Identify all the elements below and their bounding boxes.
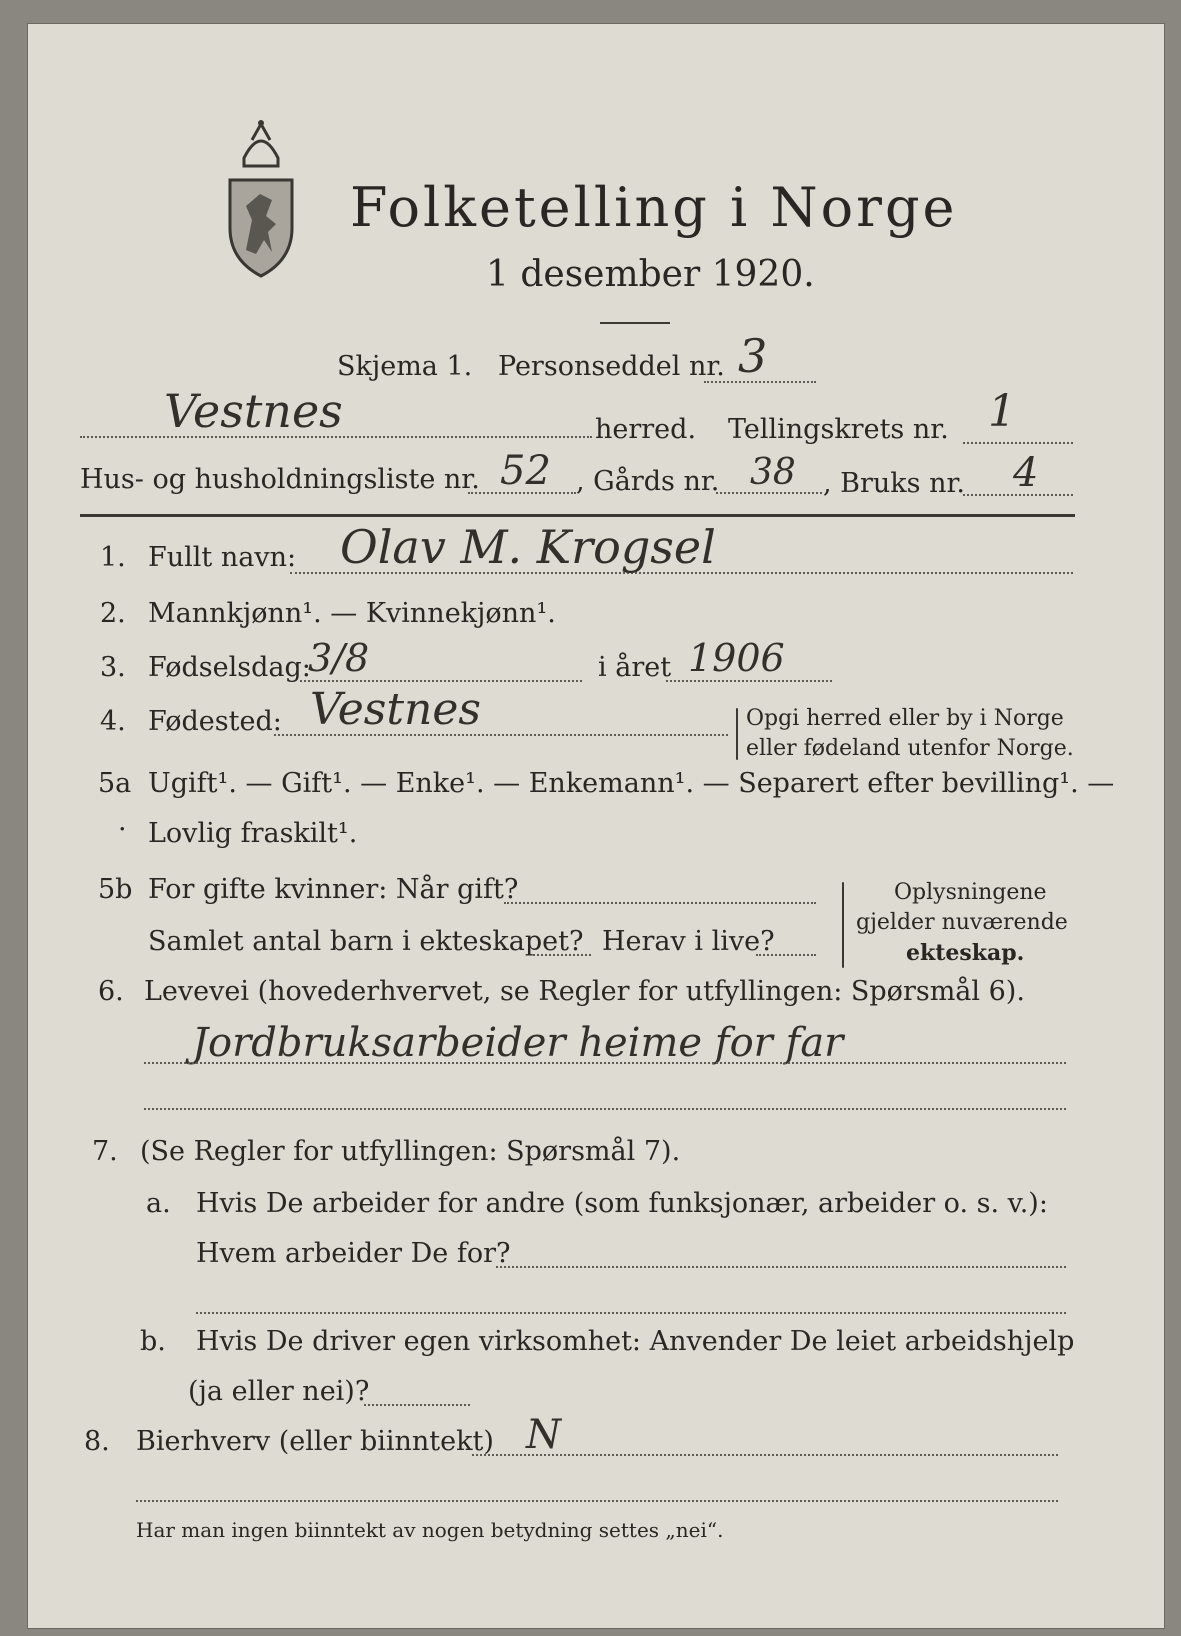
q2-label: Mannkjønn¹. — Kvinnekjønn¹. (148, 598, 556, 629)
q1-number: 1. (100, 542, 126, 573)
q4-value: Vestnes (310, 684, 481, 735)
bruks-label: , Bruks nr. (823, 468, 966, 499)
bruks-value: 4 (1013, 450, 1039, 496)
gards-value: 38 (750, 452, 796, 493)
tellingskrets-value: 1 (988, 386, 1016, 437)
q5a-number: 5a (98, 768, 132, 799)
herred-label: herred. (595, 414, 697, 445)
q5b-children-line (533, 954, 591, 956)
q3-line (300, 680, 582, 682)
q3-year-label: i året (598, 652, 672, 683)
q1-value: Olav M. Krogsel (340, 520, 716, 574)
husholdning-label: Hus- og husholdningsliste nr. (80, 464, 480, 495)
q5a-line2: Lovlig fraskilt¹. (148, 818, 358, 849)
title-divider (600, 322, 670, 324)
q7b-number: b. (140, 1326, 166, 1357)
q6-number: 6. (98, 976, 124, 1007)
form-title: Folketelling i Norge (350, 176, 958, 239)
q6-line1 (144, 1062, 1066, 1064)
q7a-answer-line2 (196, 1312, 1066, 1314)
q3-number: 3. (100, 652, 126, 683)
q4-note-brace (736, 708, 738, 760)
tellingskrets-label: Tellingskrets nr. (728, 414, 949, 445)
q7b-line1: Hvis De driver egen virksomhet: Anvender De leiet arbeidshjelp (196, 1326, 1075, 1357)
q6-label: Levevei (hovederhvervet, se Regler for utfyllingen: Spørsmål 6). (144, 976, 1025, 1007)
q5b-note-brace (842, 882, 844, 968)
q5b-alive-line (756, 954, 816, 956)
q5b-line1: For gifte kvinner: Når gift? (148, 874, 519, 905)
q8-label: Bierhverv (eller biinntekt) (136, 1426, 494, 1457)
herred-value: Vestnes (164, 384, 343, 438)
q7-number: 7. (92, 1136, 118, 1167)
q5a-line1: Ugift¹. — Gift¹. — Enke¹. — Enkemann¹. — Separert efter bevilling¹. — (148, 768, 1115, 799)
q6-line2 (144, 1108, 1066, 1110)
q5b-note1: Oplysningene (894, 880, 1047, 905)
header-rule (80, 514, 1075, 517)
q7b-line2: (ja eller nei)? (188, 1376, 370, 1407)
q3-label: Fødselsdag: (148, 652, 311, 683)
q1-label: Fullt navn: (148, 542, 297, 573)
gards-label: , Gårds nr. (576, 466, 720, 497)
q3-value: 3/8 (308, 636, 370, 680)
q6-value: Jordbruksarbeider heime for far (192, 1020, 844, 1066)
q3-year-line (666, 680, 832, 682)
q5b-number: 5b (98, 874, 133, 905)
q5b-line2a: Samlet antal barn i ekteskapet? (148, 926, 584, 957)
q7b-answer-line (364, 1404, 470, 1406)
q7a-number: a. (146, 1188, 171, 1219)
tellingskrets-line (963, 442, 1073, 444)
q5b-when-line (504, 902, 816, 904)
q5b-note2: gjelder nuværende (856, 910, 1068, 935)
personseddel-value: 3 (738, 329, 768, 383)
q7a-line1: Hvis De arbeider for andre (som funksjonær, arbeider o. s. v.): (196, 1188, 1048, 1219)
q4-label: Fødested: (148, 706, 282, 737)
q4-number: 4. (100, 706, 126, 737)
census-date: 1 desember 1920. (486, 254, 815, 295)
q3-year-value: 1906 (688, 636, 785, 680)
q7a-answer-line (496, 1266, 1066, 1268)
q8-line2 (136, 1500, 1058, 1502)
footer-note: Har man ingen biinntekt av nogen betydning settes „nei“. (136, 1518, 724, 1542)
personseddel-label: Personseddel nr. (498, 351, 725, 382)
husholdning-value: 52 (500, 448, 551, 494)
q8-value: N (526, 1412, 561, 1458)
q2-number: 2. (100, 598, 126, 629)
norwegian-coat-of-arms-icon (216, 120, 306, 280)
q4-note-line2: eller fødeland utenfor Norge. (746, 736, 1074, 761)
census-form (28, 24, 1164, 1628)
q7-label: (Se Regler for utfyllingen: Spørsmål 7). (140, 1136, 681, 1167)
q8-number: 8. (84, 1426, 110, 1457)
q5b-line2b: Herav i live? (602, 926, 775, 957)
q7a-line2: Hvem arbeider De for? (196, 1238, 511, 1269)
skjema-label: Skjema 1. (337, 351, 473, 382)
q4-note-line1: Opgi herred eller by i Norge (746, 706, 1064, 731)
q5b-note3: ekteskap. (906, 940, 1025, 966)
q5a-bullet: · (118, 814, 127, 845)
